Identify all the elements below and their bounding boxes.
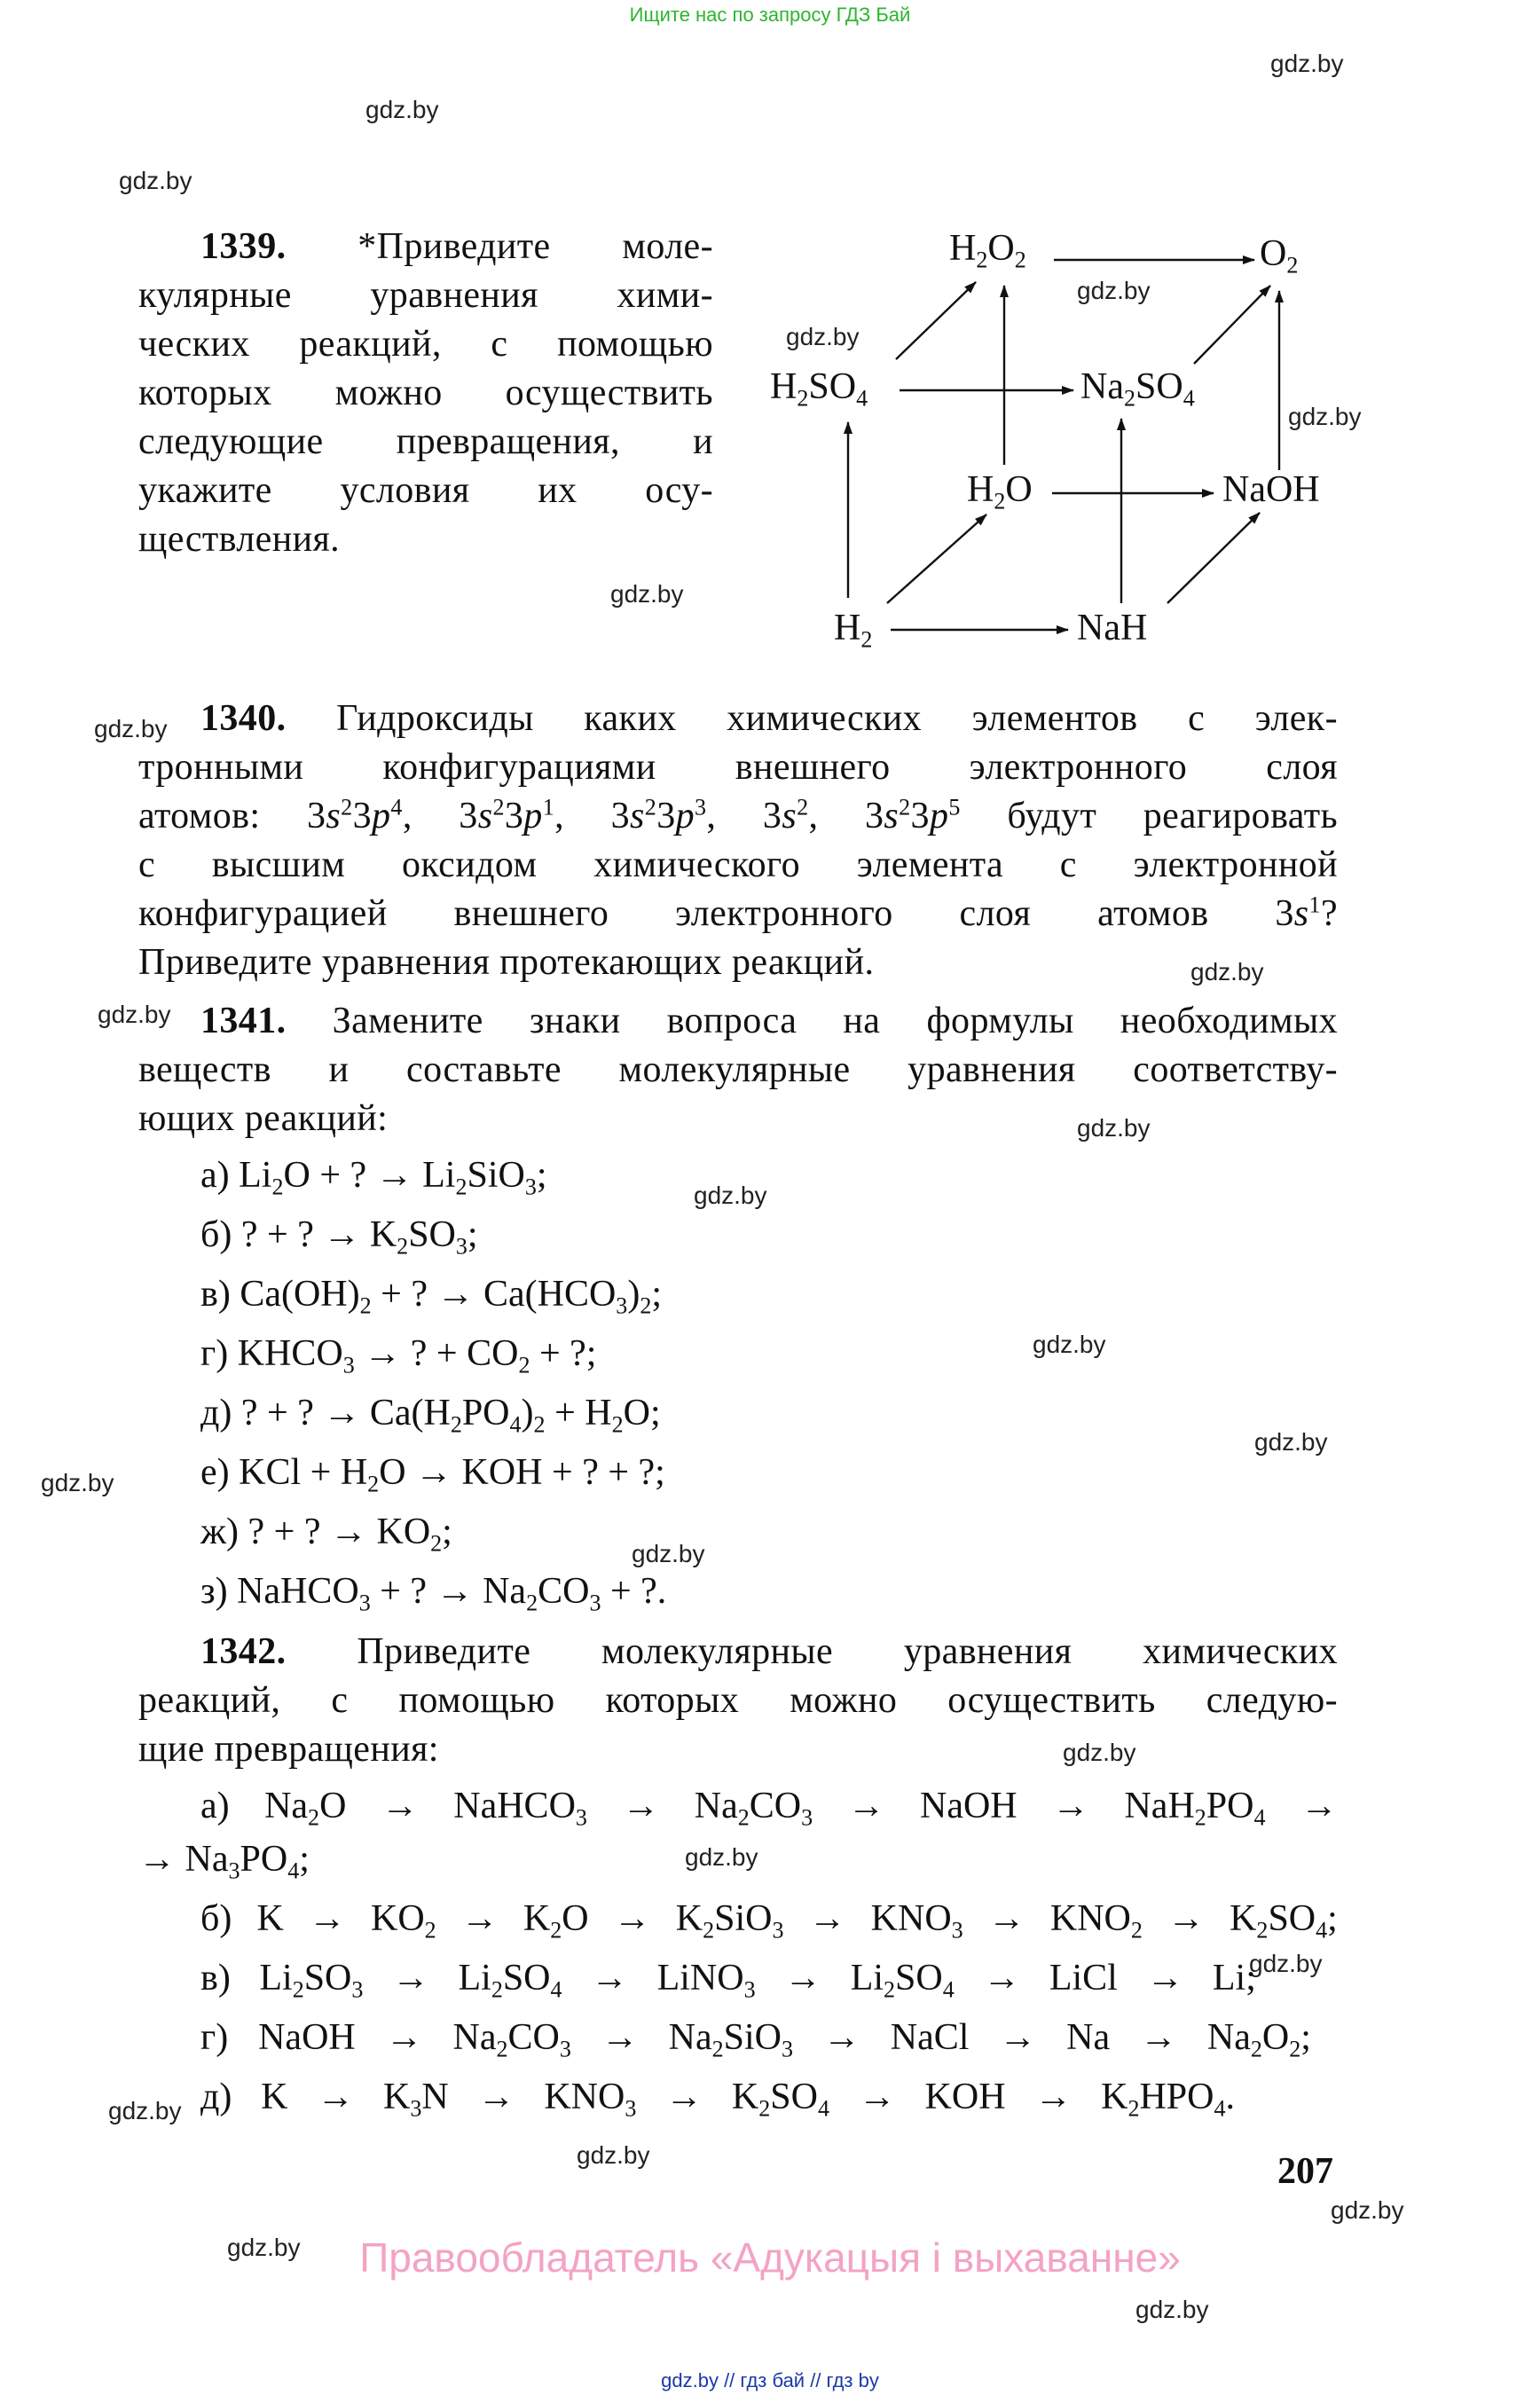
task-text: ющих реакций: (138, 1098, 389, 1139)
watermark: gdz.by (1063, 1739, 1136, 1766)
footer-links[interactable]: gdz.by // гдз бай // гдз by (661, 2369, 879, 2391)
task-1340 (138, 695, 1338, 987)
node-naoh: NaOH (1222, 469, 1320, 510)
top-note[interactable]: Ищите нас по запросу ГДЗ Бай (629, 4, 911, 26)
chain-a-cont: → $Na_3PO_4$; (138, 1839, 310, 1884)
arrow-h2-h2o (887, 514, 986, 603)
node-na2so4: $Na_2SO_4$ (1080, 366, 1195, 412)
task-text: Гидроксиды каких химических элементов с элек- (336, 698, 1338, 739)
task-text: атомов: $3s^23p^4$, $3s^23p^1$, $3s^23p^3$, $3s^2$, $3s^23p^5$ будут реагировать (138, 794, 1339, 836)
watermark: gdz.by (685, 1843, 758, 1871)
chain-d: д) K → $K_3N$ → $KNO_3$ → $K_2SO_4$ → KOH → $K_2HPO_4$. (200, 2077, 1235, 2122)
equation-v: в) $Ca(OH)_2$ + ? → $Ca(HCO_3)_2$; (200, 1274, 662, 1319)
task-text: которых можно осуществить (138, 373, 713, 413)
watermark: gdz.by (1270, 50, 1344, 77)
node-h2o: $H_2O$ (967, 469, 1033, 514)
chain-b: б) K → $KO_2$ → $K_2O$ → $K_2SiO_3$ → $KNO_3$ → $KNO_2$ → $K_2SO_4$; (200, 1898, 1338, 1944)
task-text: с высшим оксидом химического элемента с электронной (138, 844, 1338, 885)
watermark: gdz.by (1288, 403, 1362, 430)
task-number: 1342. (200, 1631, 287, 1672)
watermark: gdz.by (365, 96, 439, 123)
equation-e: е) KCl + $H_2O$ → KOH + ? + ?; (200, 1452, 665, 1497)
task-1341 (138, 997, 1338, 1143)
chain-g: г) NaOH → $Na_2CO_3$ → $Na_2SiO_3$ → NaCl → Na → $Na_2O_2$; (200, 2017, 1311, 2062)
watermark: gdz.by (41, 1469, 114, 1496)
equation-g: г) $KHCO_3$ → ? + $CO_2$ + ?; (200, 1333, 597, 1378)
watermark: gdz.by (98, 1001, 171, 1028)
node-h2so4: $H_2SO_4$ (770, 366, 868, 412)
task-text: укажите условия их осу- (138, 470, 713, 511)
watermark: gdz.by (1254, 1428, 1328, 1456)
chain-v: в) $Li_2SO_3$ → $Li_2SO_4$ → LiNO$_3$ → $Li_2SO_4$ → LiCl → Li; (200, 1958, 1256, 2003)
watermark: gdz.by (1331, 2196, 1404, 2224)
task-text: Приведите уравнения протекающих реакций. (138, 942, 875, 983)
task-text: конфигурацией внешнего электронного слоя атомов $3s^1$? (138, 891, 1338, 934)
arrow-nah-naoh (1167, 513, 1260, 603)
watermark: gdz.by (227, 2234, 301, 2261)
task-text: щие превращения: (138, 1729, 439, 1770)
watermark: gdz.by (694, 1182, 767, 1209)
task-text: реакций, с помощью которых можно осуществить следую- (138, 1680, 1338, 1721)
task-number: 1339. (200, 226, 287, 267)
watermark: gdz.by (786, 323, 860, 350)
watermark: gdz.by (577, 2141, 650, 2169)
copyright-notice: Правообладатель «Адукацыя і выхаванне» (359, 2234, 1181, 2281)
task-text: Замените знаки вопроса на формулы необходимых (332, 1001, 1338, 1041)
node-h2o2: $H_2O_2$ (949, 228, 1026, 273)
watermark: gdz.by (610, 580, 684, 608)
task-text: следующие превращения, и (138, 421, 713, 462)
node-nah: NaH (1077, 608, 1148, 648)
task-text: ческих реакций, с помощью (138, 324, 713, 365)
watermark: gdz.by (1249, 1950, 1323, 1977)
arrow-h2so4-h2o2 (896, 282, 976, 359)
node-h2: $H_2$ (834, 608, 873, 653)
task-text: *Приведите моле- (358, 226, 713, 267)
equation-zh: ж) ? + ? → $KO_2$; (200, 1512, 452, 1557)
watermark: gdz.by (1190, 958, 1264, 986)
transformation-diagram (0, 0, 1540, 674)
watermark: gdz.by (1077, 277, 1151, 304)
node-o2: $O_2$ (1260, 233, 1299, 279)
equation-d: д) ? + ? → $Ca(H_2PO_4)_2 + H_2O$; (200, 1393, 661, 1438)
watermark: gdz.by (108, 2097, 182, 2124)
task-text: кулярные уравнения хими- (138, 275, 713, 316)
task-1342 (138, 1628, 1338, 1774)
task-text: Приведите молекулярные уравнения химических (357, 1631, 1338, 1672)
task-number: 1340. (200, 698, 287, 739)
equation-b: б) ? + ? → $K_2SO_3$; (200, 1214, 478, 1260)
watermark: gdz.by (632, 1540, 705, 1567)
equation-z: з) NaHCO$_3$ + ? → $Na_2CO_3$ + ?. (200, 1571, 667, 1616)
chain-a: а) $Na_2O$ → NaHCO$_3$ → $Na_2CO_3$ → NaOH → $NaH_2PO_4$ → (200, 1786, 1338, 1831)
arrow-na2so4-o2 (1194, 286, 1270, 364)
equation-a: а) $Li_2O$ + ? → $Li_2SiO_3$; (200, 1155, 547, 1200)
task-text: ществления. (138, 519, 341, 560)
task-text: тронными конфигурациями внешнего электронного слоя (138, 747, 1338, 788)
task-text: веществ и составьте молекулярные уравнения соответству- (138, 1049, 1338, 1090)
watermark: gdz.by (119, 167, 192, 194)
watermark: gdz.by (1033, 1331, 1106, 1358)
watermark: gdz.by (1135, 2296, 1209, 2323)
watermark: gdz.by (1077, 1114, 1151, 1142)
task-number: 1341. (200, 1001, 287, 1041)
watermark: gdz.by (94, 715, 168, 742)
page-number: 207 (1277, 2151, 1333, 2192)
